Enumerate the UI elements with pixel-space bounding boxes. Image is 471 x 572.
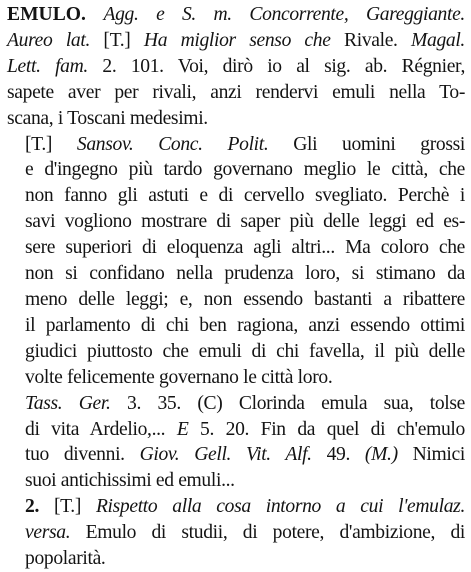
- text-line: [7, 28, 465, 54]
- cross-reference: Rivale.: [344, 29, 398, 51]
- sense-definition: Rispetto alla cosa intorno a cui l'emulaz.: [95, 496, 465, 518]
- sense-number: 2.: [25, 496, 39, 518]
- text-line: il parlamento di chi ben ragiona, anzi essendo ottimi: [25, 314, 465, 336]
- citation-author: Magal.: [411, 29, 465, 51]
- citation-tasso: [7, 391, 465, 495]
- text-line: volte felicemente governano le città loro.: [25, 366, 333, 388]
- text-line: [7, 442, 465, 468]
- text-line: non fanno gli astuti e di cervello svegliato. Perchè i: [25, 185, 465, 207]
- citation-ibid: E: [176, 418, 189, 440]
- entry-definition: [7, 2, 465, 132]
- quotation-text: 5. 20. Fin da quel di ch'emulo: [200, 418, 465, 440]
- text-line: savi vogliono mostrare di saper più delle leggi ed es-: [25, 211, 465, 233]
- text-line: scana, i Toscani medesimi.: [7, 107, 208, 129]
- quotation-text: Nimici: [412, 444, 465, 466]
- text-line: [7, 2, 465, 28]
- text-line: [7, 494, 465, 520]
- text-line: popolarità.: [25, 548, 106, 570]
- sense-2: [7, 494, 465, 572]
- definition: Concorrente, Gareggiante.: [249, 4, 465, 25]
- crusca-tag: (C): [197, 392, 223, 414]
- citation-source: Giov. Gell. Vit. Alf.: [139, 444, 312, 466]
- quotation-text: 2. 101. Voi, dirò io al sig. ab. Régnier,: [102, 55, 465, 77]
- text-line: [7, 54, 465, 80]
- source-note: Aureo lat.: [7, 29, 90, 51]
- text-line: giudici piuttosto che emuli di chi favella, il più delle: [25, 340, 465, 362]
- text-line: suoi antichissimi ed emuli...: [25, 470, 235, 492]
- tommaseo-tag: [T.]: [25, 133, 53, 155]
- citation-source: Tass. Ger.: [25, 392, 111, 414]
- text-line: e d'ingegno più tardo governano meglio le città, che: [25, 159, 465, 181]
- note-text: Ha miglior senso che: [143, 29, 331, 51]
- headword: EMULO.: [7, 4, 86, 25]
- citation-number: 3. 35.: [127, 392, 181, 414]
- text-line: sapete aver per rivali, anzi rendervi emuli nella To-: [7, 81, 465, 103]
- quotation-text: di vita Ardelio,...: [25, 418, 166, 440]
- grammar-label: Agg. e S. m.: [103, 4, 232, 25]
- sense-definition: versa.: [25, 522, 71, 544]
- tommaseo-tag: [T.]: [53, 496, 81, 518]
- citation-work: Lett. fam.: [7, 55, 88, 77]
- text-line: [7, 391, 465, 417]
- quotation-text: tuo divenni.: [25, 444, 125, 466]
- text-line: [7, 132, 465, 158]
- text-line: sere superiori di eloquenza agli altri... Ma coloro che: [25, 237, 465, 259]
- citation-number: 49.: [326, 444, 351, 466]
- example-text: Emulo di studii, di potere, d'ambizione, di: [85, 522, 465, 544]
- citation-sansovino: [7, 132, 465, 391]
- text-line: non si confidano nella prudenza loro, si stimano da: [25, 263, 465, 285]
- editor-tag: (M.): [364, 444, 398, 466]
- text-line: [7, 417, 465, 443]
- tommaseo-tag: [T.]: [103, 29, 131, 51]
- quotation-text: Gli uomini grossi: [293, 133, 465, 155]
- text-line: [7, 520, 465, 546]
- text-line: meno delle leggi; e, non essendo bastanti a ribattere: [25, 288, 465, 310]
- quotation-text: Clorinda emula sua, tolse: [238, 392, 465, 414]
- citation-source: Sansov. Conc. Polit.: [76, 133, 269, 155]
